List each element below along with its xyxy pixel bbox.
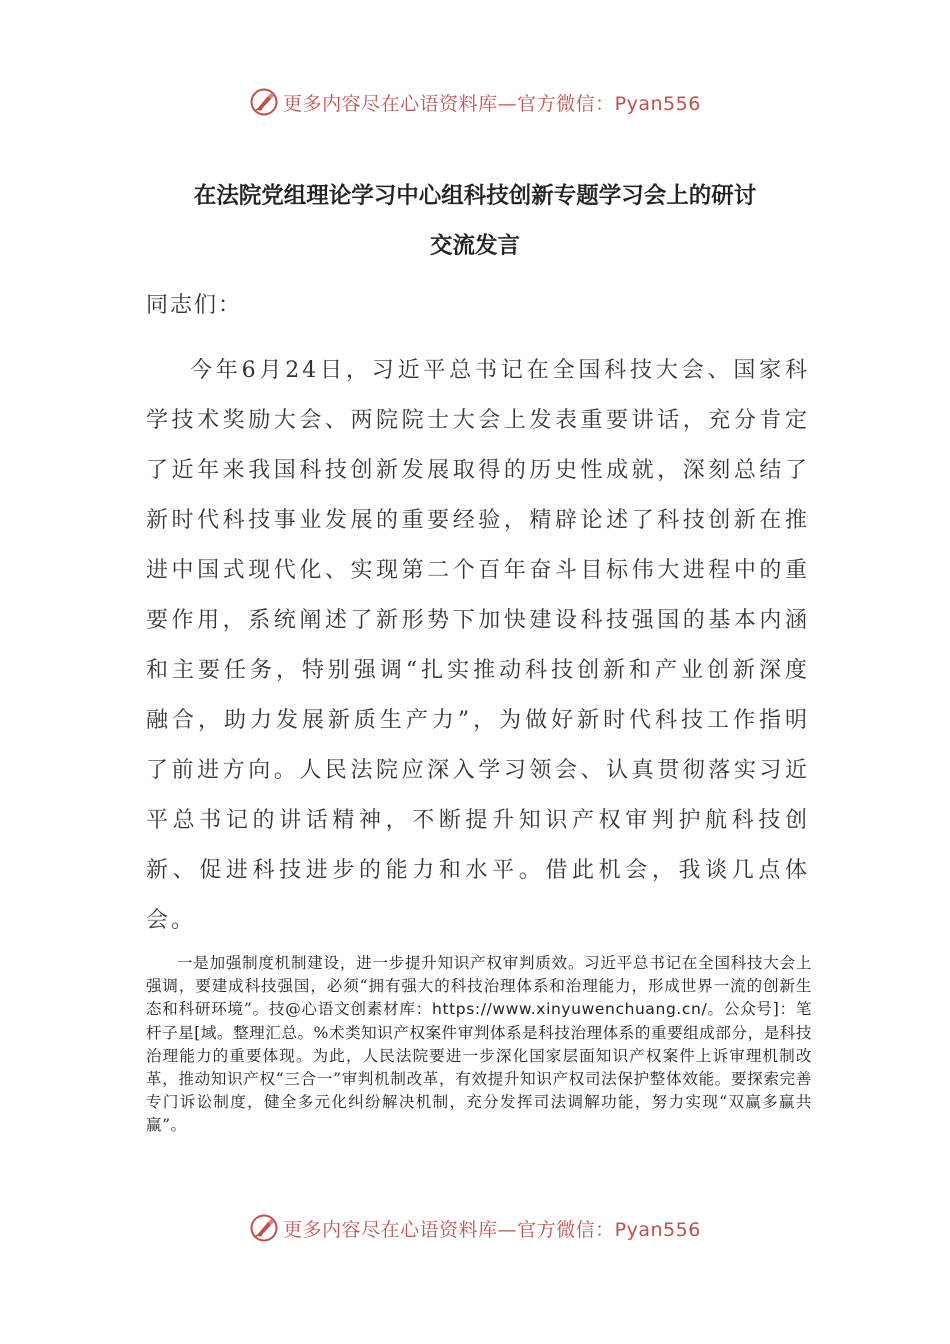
header-watermark <box>0 82 950 122</box>
document-title-line-1: 在法院党组理论学习中心组科技创新专题学习会上的研讨 <box>193 183 757 209</box>
greeting: 同志们： <box>146 293 243 318</box>
paragraph-2-part-2: 。公众号]：笔杆子星[域。整理汇总。%术类知识产权案件审判体系是科技治理体系的重要组成部分，是科技治理能力的重要体现。为此，人民法院要进一步深化国家层面知识产权案件上诉审理机制改革，推动知识产权“三合一”审判机制改革，有效提升知识产权司法保护整体效能。要探索完善专门诉讼制度，健全多元化纠纷解决机制，充分发挥司法调解功能，努力实现“双赢多赢共赢”。 <box>146 1000 812 1135</box>
body-paragraph-2 <box>146 952 812 1138</box>
paragraph-2-part-1: 一是加强制度机制建设，进一步提升知识产权审判质效。习近平总书记在全国科技大会上强调，要建成科技强国，必须“拥有强大的科技治理体系和治理能力，形成世界一流的创新生态和科研环境”。技@心语文创素材库： <box>146 954 812 1019</box>
watermark-wechat-id: Pyan556 <box>614 1218 701 1241</box>
watermark-text: 更多内容尽在心语资料库—官方微信：Pyan556 <box>283 1218 701 1241</box>
pen-circle-logo-icon <box>249 87 279 117</box>
pen-circle-logo-icon <box>249 1213 279 1243</box>
document-title-line-2: 交流发言 <box>429 233 520 259</box>
watermark-wechat-id: Pyan556 <box>614 92 701 115</box>
source-url-link[interactable]: https://www.xinyuwenchuang.cn/ <box>432 1000 708 1019</box>
watermark-text: 更多内容尽在心语资料库—官方微信：Pyan556 <box>283 92 701 115</box>
footer-watermark <box>0 1208 950 1248</box>
body-paragraph-1: 今年6月24日，习近平总书记在全国科技大会、国家科学技术奖励大会、两院院士大会上发表重要讲话，充分肯定了近年来我国科技创新发展取得的历史性成就，深刻总结了新时代科技事业发展的重要经验，精辟论述了科技创新在推进中国式现代化、实现第二个百年奋斗目标伟大进程中的重要作用，系统阐述了新形势下加快建设科技强国的基本内涵和主要任务，特别强调“扎实推动科技创新和产业创新深度融合，助力发展新质生产力”，为做好新时代科技工作指明了前进方向。人民法院应深入学习领会、认真贯彻落实习近平总书记的讲话精神，不断提升知识产权审判护航科技创新、促进科技进步的能力和水平。借此机会，我谈几点体会。 <box>146 358 810 933</box>
